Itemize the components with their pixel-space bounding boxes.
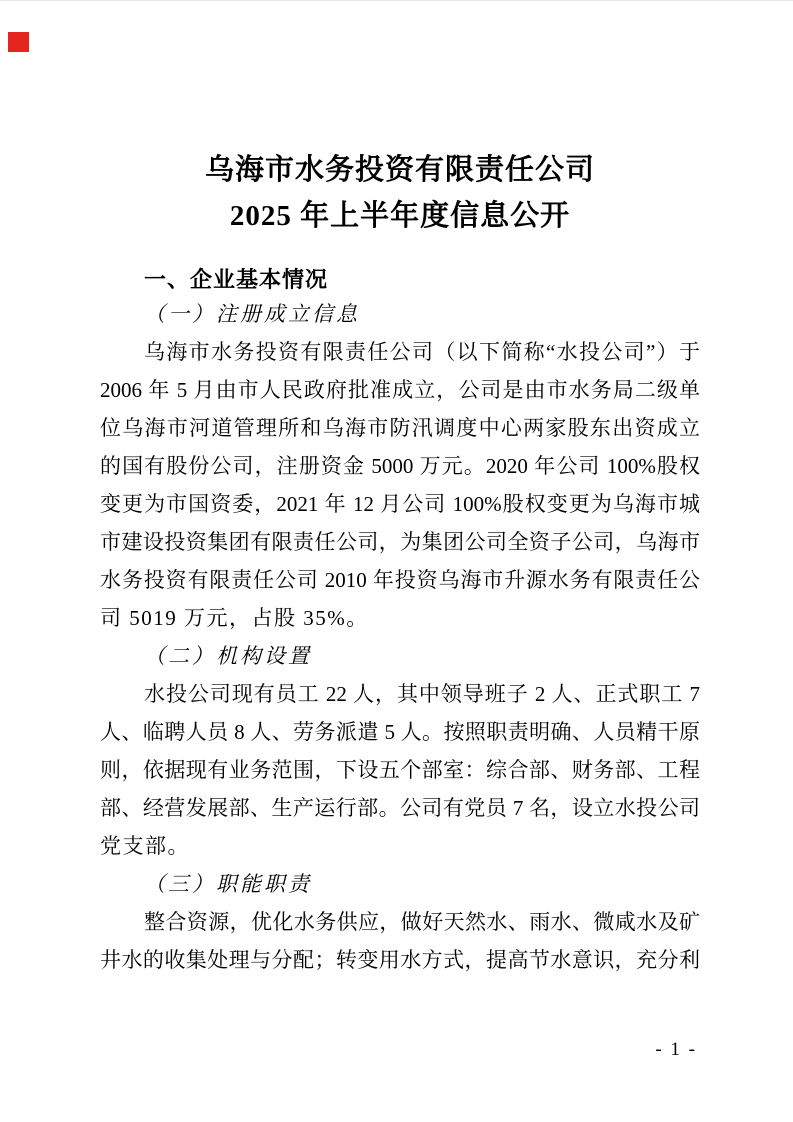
paragraph-line: 部、经营发展部、生产运行部。公司有党员 7 名，设立水投公司 <box>100 796 700 820</box>
paragraph-line: 井水的收集处理与分配；转变用水方式，提高节水意识，充分利 <box>100 948 700 972</box>
paragraph-line: 乌海市水务投资有限责任公司（以下简称“水投公司”）于 <box>144 340 700 364</box>
subsection-heading-1: （一）注册成立信息 <box>144 302 360 326</box>
paragraph-line: 市建设投资集团有限责任公司，为集团公司全资子公司，乌海市 <box>100 530 700 554</box>
paragraph-line: 变更为市国资委，2021 年 12 月公司 100%股权变更为乌海市城 <box>100 492 700 516</box>
paragraph-line: 整合资源，优化水务供应，做好天然水、雨水、微咸水及矿 <box>144 910 700 934</box>
paragraph-line: 则，依据现有业务范围，下设五个部室：综合部、财务部、工程 <box>100 758 700 782</box>
page-number: - 1 - <box>655 1039 697 1060</box>
subsection-heading-3: （三）职能职责 <box>144 872 312 896</box>
paragraph-registration <box>100 333 700 637</box>
paragraph-line: 党支部。 <box>100 834 190 858</box>
paragraph-line: 水投公司现有员工 22 人，其中领导班子 2 人、正式职工 7 <box>144 682 700 706</box>
paragraph-line: 2006 年 5 月由市人民政府批准成立，公司是由市水务局二级单 <box>100 378 700 402</box>
document-content <box>100 147 700 979</box>
paragraph-line: 的国有股份公司，注册资金 5000 万元。2020 年公司 100%股权 <box>100 454 700 478</box>
document-title-line-2: 2025 年上半年度信息公开 <box>229 200 571 232</box>
paragraph-line: 司 5019 万元，占股 35%。 <box>100 606 369 630</box>
document-title-line-1: 乌海市水务投资有限责任公司 <box>204 154 595 186</box>
paragraph-organization <box>100 675 700 865</box>
red-corner-mark <box>8 32 29 52</box>
subsection-heading-2: （二）机构设置 <box>144 644 312 668</box>
paragraph-line: 水务投资有限责任公司 2010 年投资乌海市升源水务有限责任公 <box>100 568 700 592</box>
paragraph-line: 位乌海市河道管理所和乌海市防汛调度中心两家股东出资成立 <box>100 416 700 440</box>
paragraph-line: 人、临聘人员 8 人、劳务派遣 5 人。按照职责明确、人员精干原 <box>100 720 700 744</box>
section-heading-1: 一、企业基本情况 <box>144 267 329 292</box>
paragraph-duties <box>100 903 700 979</box>
